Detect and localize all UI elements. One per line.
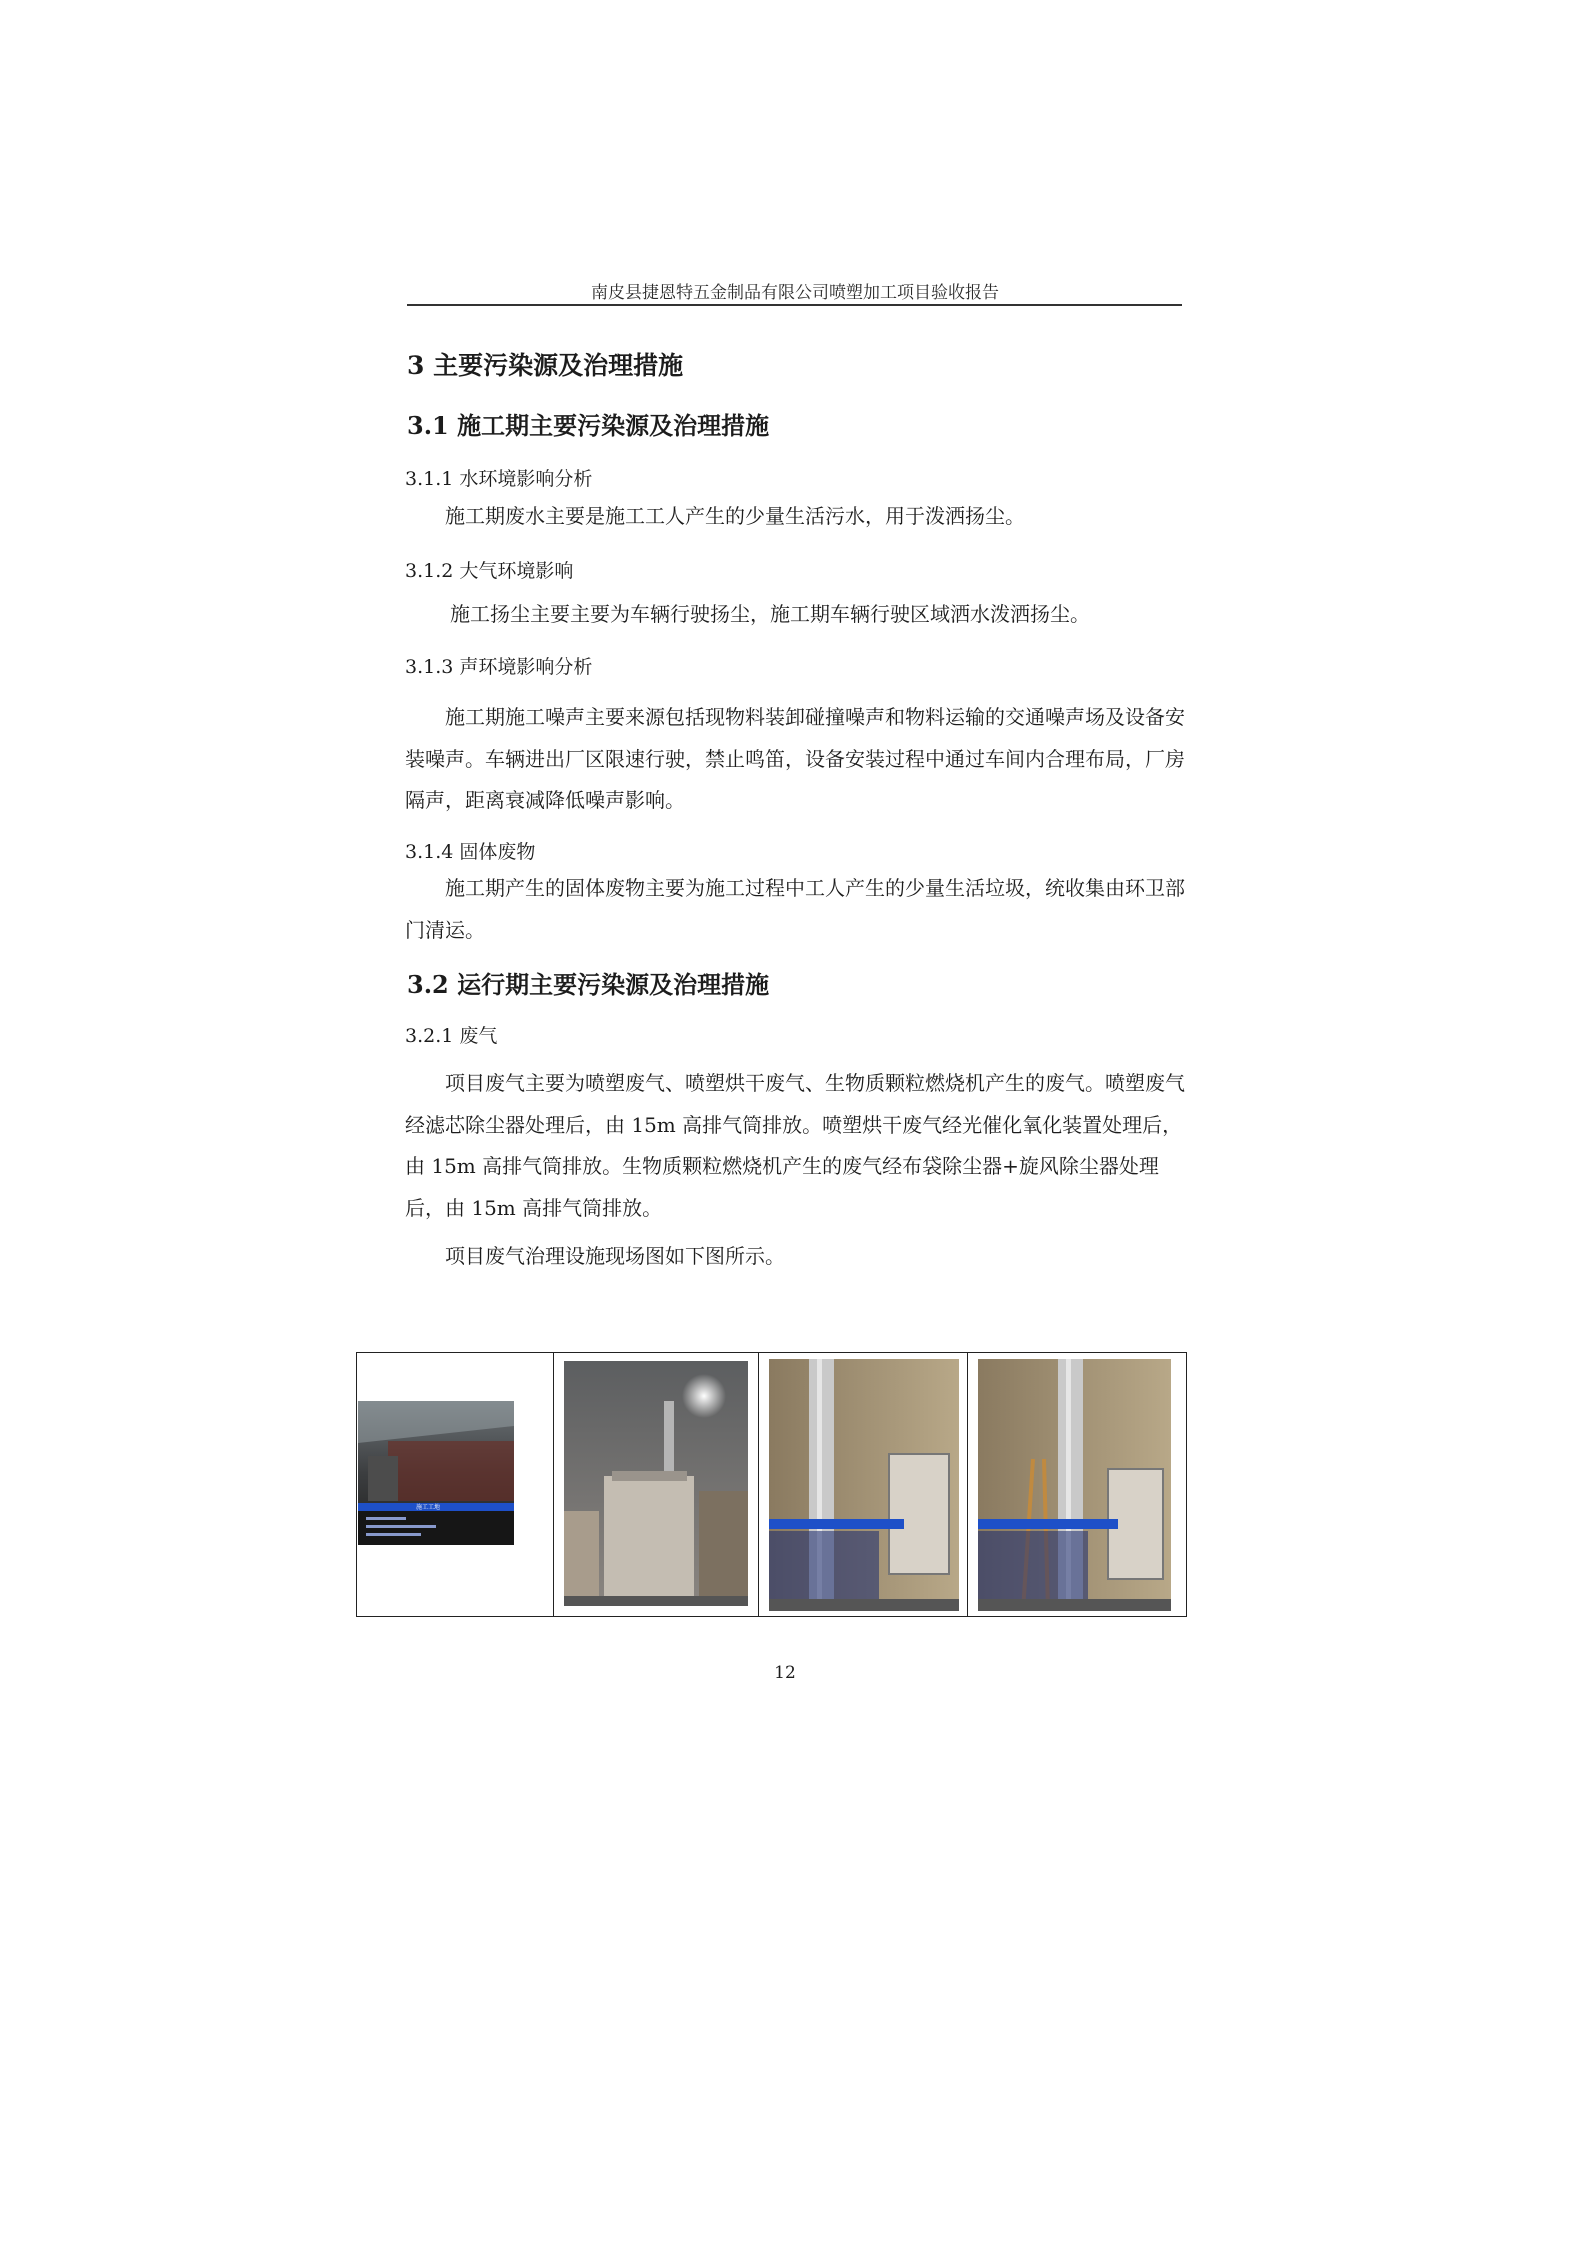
para-gas: 项目废气主要为喷塑废气、喷塑烘干废气、生物质颗粒燃烧机产生的废气。喷塑废气经滤芯除尘器处理后，由 15m 高排气筒排放。喷塑烘干废气经光催化氧化装置处理后，由 15m 高排气筒排放。生物质颗粒燃烧机产生的废气经布袋除尘器+旋风除尘器处理后，由 15m 高排气筒排放。 [405, 1071, 1185, 1220]
heading-3-1-3: 3.1.3 声环境影响分析 [405, 656, 593, 678]
workshop-photo [357, 1353, 554, 1616]
page-number: 12 [774, 1663, 796, 1683]
section-3-2-title: 3.2 运行期主要污染源及治理措施 [407, 970, 770, 999]
para-water: 施工期废水主要是施工工人产生的少量生活污水，用于泼洒扬尘。 [445, 504, 1025, 528]
photo-label: 施工工地 [416, 1504, 441, 1511]
heading-3-1-1: 3.1.1 水环境影响分析 [405, 468, 593, 490]
header-rule [407, 304, 1182, 306]
page-header: 南皮县捷恩特五金制品有限公司喷塑加工项目验收报告 [591, 283, 999, 303]
section-3-title: 3 主要污染源及治理措施 [407, 351, 684, 380]
section-3-1-title: 3.1 施工期主要污染源及治理措施 [407, 411, 770, 440]
heading-3-1-4: 3.1.4 固体废物 [405, 841, 536, 863]
exhaust-stack-ladder-photo [968, 1353, 1188, 1616]
para-noise: 施工期施工噪声主要来源包括现物料装卸碰撞噪声和物料运输的交通噪声场及设备安装噪声。车辆进出厂区限速行驶，禁止鸣笛，设备安装过程中通过车间内合理布局，厂房隔声，距离衰减降低噪声影响。 [405, 705, 1185, 812]
para-photo-intro: 项目废气治理设施现场图如下图所示。 [445, 1244, 785, 1268]
exhaust-stack-photo [759, 1353, 968, 1616]
para-solid: 施工期产生的固体废物主要为施工过程中工人产生的少量生活垃圾，统收集由环卫部门清运。 [405, 876, 1185, 942]
para-air: 施工扬尘主要主要为车辆行驶扬尘，施工期车辆行驶区域洒水泼洒扬尘。 [450, 602, 1090, 626]
heading-3-1-2: 3.1.2 大气环境影响 [405, 560, 574, 582]
heading-3-2-1: 3.2.1 废气 [405, 1025, 498, 1047]
photo-strip [356, 1352, 1187, 1617]
dust-collector-photo [554, 1353, 759, 1616]
